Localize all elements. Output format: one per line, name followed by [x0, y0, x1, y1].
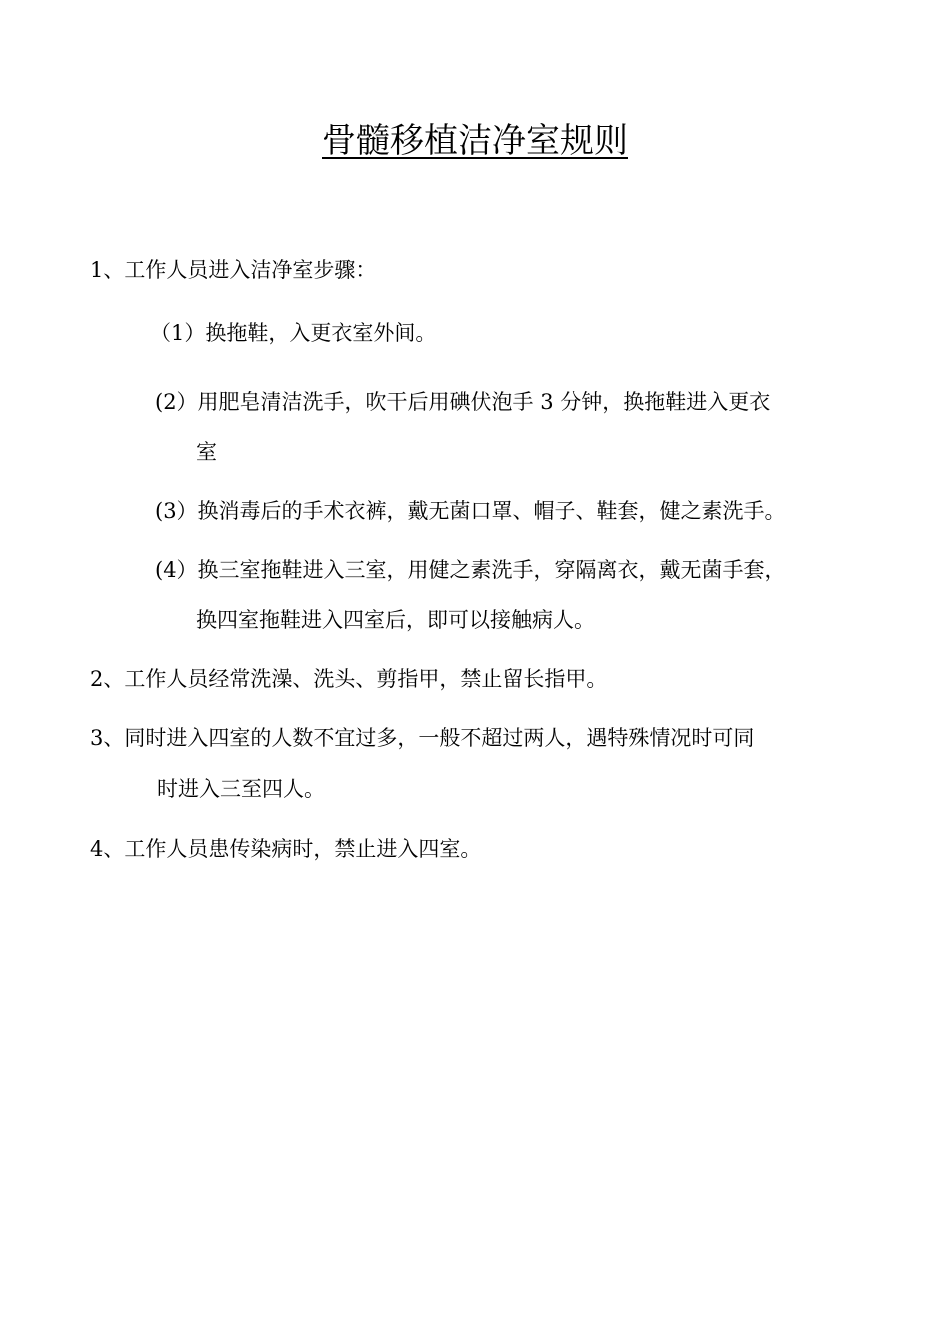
section-3: 3、同时进入四室的人数不宜过多，一般不超过两人，遇特殊情况时可同	[90, 726, 755, 750]
document-title-text: 骨髓移植洁净室规则	[322, 121, 628, 161]
section-2: 2、工作人员经常洗澡、洗头、剪指甲，禁止留长指甲。	[90, 667, 608, 691]
section-4: 4、工作人员患传染病时，禁止进入四室。	[90, 837, 482, 861]
step-1: （1）换拖鞋，入更衣室外间。	[150, 321, 437, 345]
step-2: (2）用肥皂清洁洗手，吹干后用碘伏泡手 3 分钟，换拖鞋进入更衣	[155, 390, 771, 414]
section-3-continued: 时进入三至四人。	[157, 777, 325, 801]
step-4: (4）换三室拖鞋进入三室，用健之素洗手，穿隔离衣，戴无菌手套，	[155, 558, 786, 582]
step-2-continued: 室	[196, 440, 217, 464]
document-title	[0, 118, 950, 164]
step-4-continued: 换四室拖鞋进入四室后，即可以接触病人。	[196, 608, 595, 632]
step-3: (3）换消毒后的手术衣裤，戴无菌口罩、帽子、鞋套，健之素洗手。	[155, 499, 786, 523]
section-1-heading: 1、工作人员进入洁净室步骤：	[90, 258, 377, 282]
